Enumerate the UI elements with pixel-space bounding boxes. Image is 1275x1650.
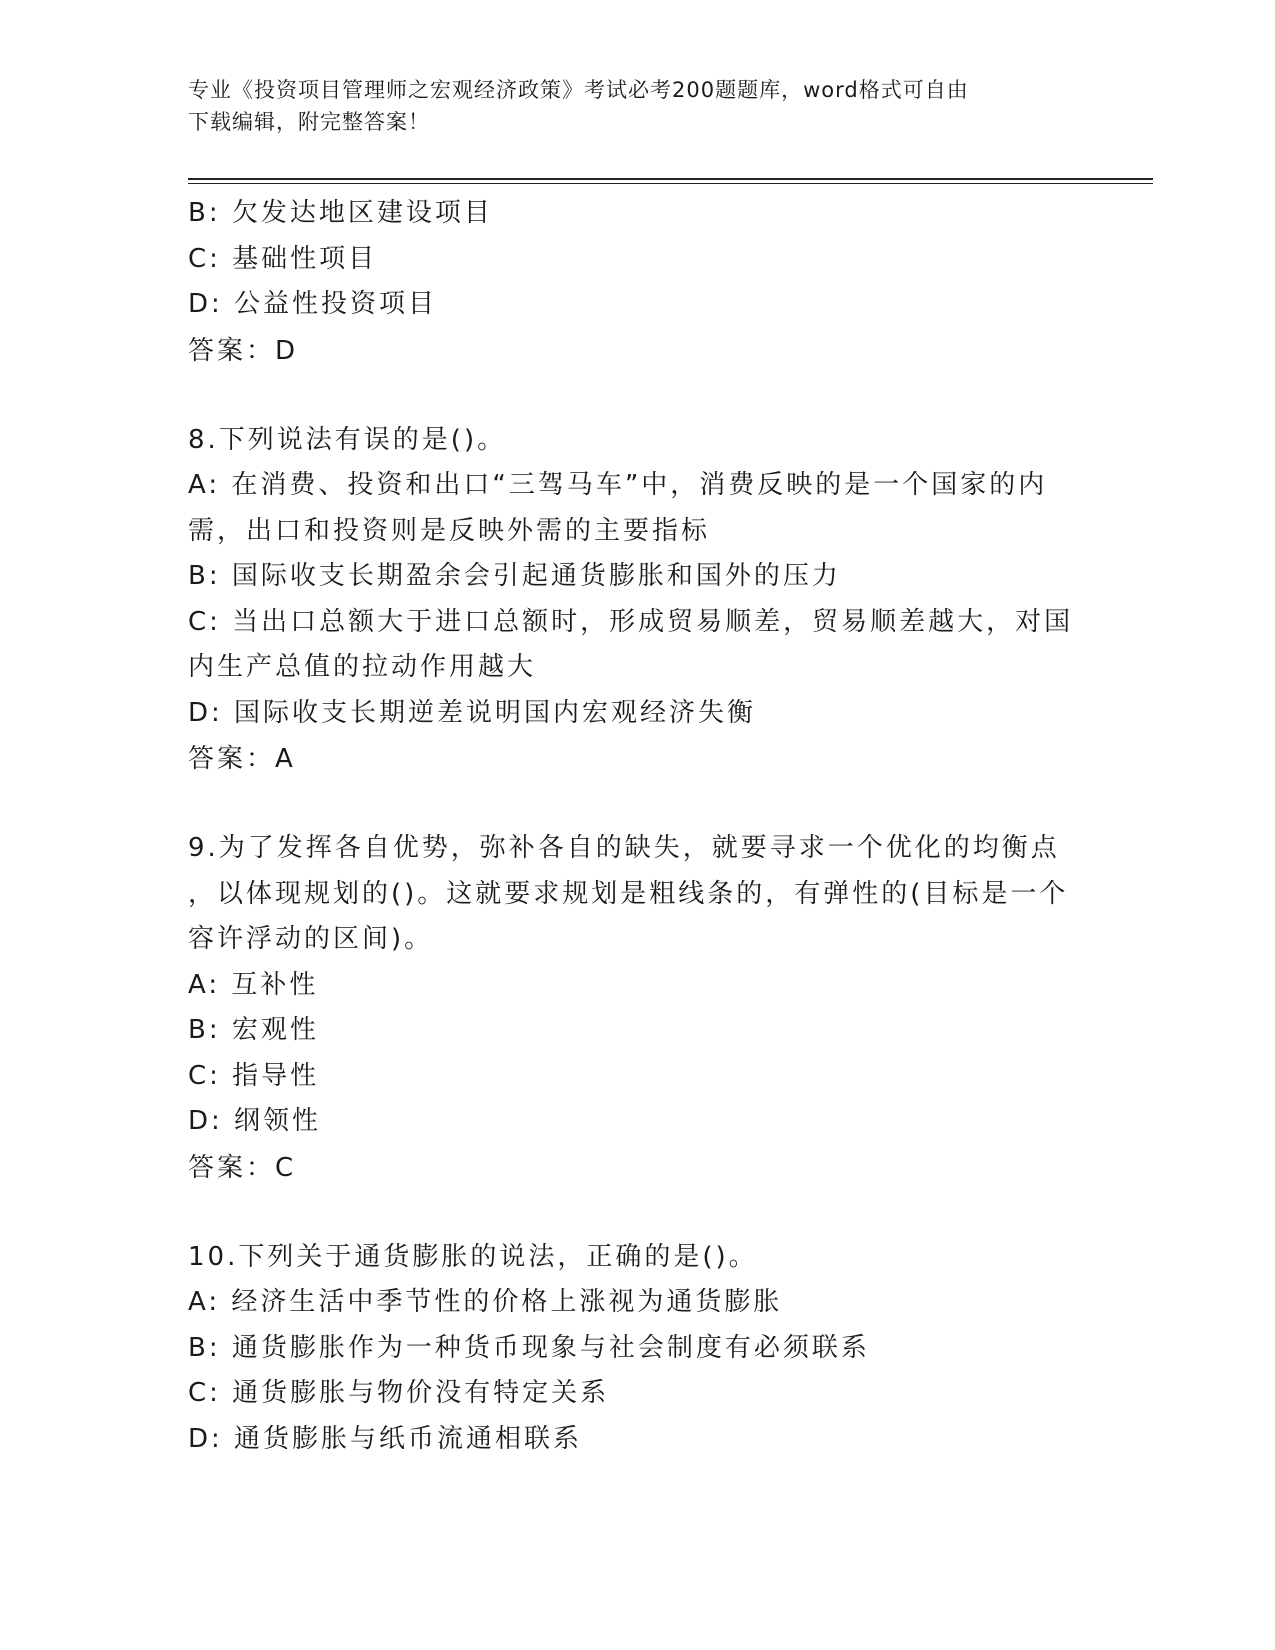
spacer: [188, 782, 1088, 826]
option-d: D: 国际收支长期逆差说明国内宏观经济失衡: [188, 697, 757, 728]
spacer: [188, 1191, 1088, 1235]
header-divider-thin: [188, 183, 1153, 184]
header-divider-thick: [188, 178, 1153, 180]
option-d: D: 通货膨胀与纸币流通相联系: [188, 1423, 583, 1454]
question-10: [188, 1235, 1088, 1463]
question-stem: 8.下列说法有误的是()。: [188, 424, 507, 455]
option-c: C: 当出口总额大于进口总额时，形成贸易顺差，贸易顺差越大，对国: [188, 606, 1074, 637]
option-a-cont: 需，出口和投资则是反映外需的主要指标: [188, 515, 711, 546]
option-b: B: 通货膨胀作为一种货币现象与社会制度有必须联系: [188, 1332, 870, 1363]
header-line-1: 专业《投资项目管理师之宏观经济政策》考试必考200题题库，word格式可自由: [188, 78, 969, 102]
option-c: C: 基础性项目: [188, 243, 378, 274]
option-a: A: 互补性: [188, 969, 319, 1000]
option-c-cont: 内生产总值的拉动作用越大: [188, 652, 537, 682]
option-a: A: 经济生活中季节性的价格上涨视为通货膨胀: [188, 1287, 783, 1317]
answer: 答案：A: [188, 744, 296, 774]
document-body: [188, 191, 1088, 1462]
question-stem-cont: ，以体现规划的()。这就要求规划是粗线条的，有弹性的(目标是一个: [188, 878, 1069, 909]
option-c: C: 指导性: [188, 1060, 320, 1091]
option-d: D: 公益性投资项目: [188, 289, 438, 319]
header-line-2: 下载编辑，附完整答案！: [188, 110, 430, 134]
answer: 答案：C: [188, 1152, 297, 1183]
option-b: B: 欠发达地区建设项目: [188, 198, 493, 228]
question-prev: [188, 191, 1088, 374]
question-stem: 9.为了发挥各自优势，弥补各自的缺失，就要寻求一个优化的均衡点: [188, 833, 1060, 863]
answer: 答案：D: [188, 335, 299, 366]
question-stem: 10.下列关于通货膨胀的说法，正确的是()。: [188, 1241, 758, 1272]
question-9: [188, 826, 1088, 1191]
option-d: D: 纲领性: [188, 1106, 322, 1136]
spacer: [188, 374, 1088, 418]
question-8: [188, 418, 1088, 783]
question-stem-cont: 容许浮动的区间)。: [188, 924, 434, 954]
option-a: A: 在消费、投资和出口“三驾马车”中，消费反映的是一个国家的内: [188, 470, 1048, 500]
option-b: B: 国际收支长期盈余会引起通货膨胀和国外的压力: [188, 561, 841, 591]
option-b: B: 宏观性: [188, 1015, 319, 1045]
document-header: [188, 74, 1068, 138]
option-c: C: 通货膨胀与物价没有特定关系: [188, 1378, 610, 1408]
